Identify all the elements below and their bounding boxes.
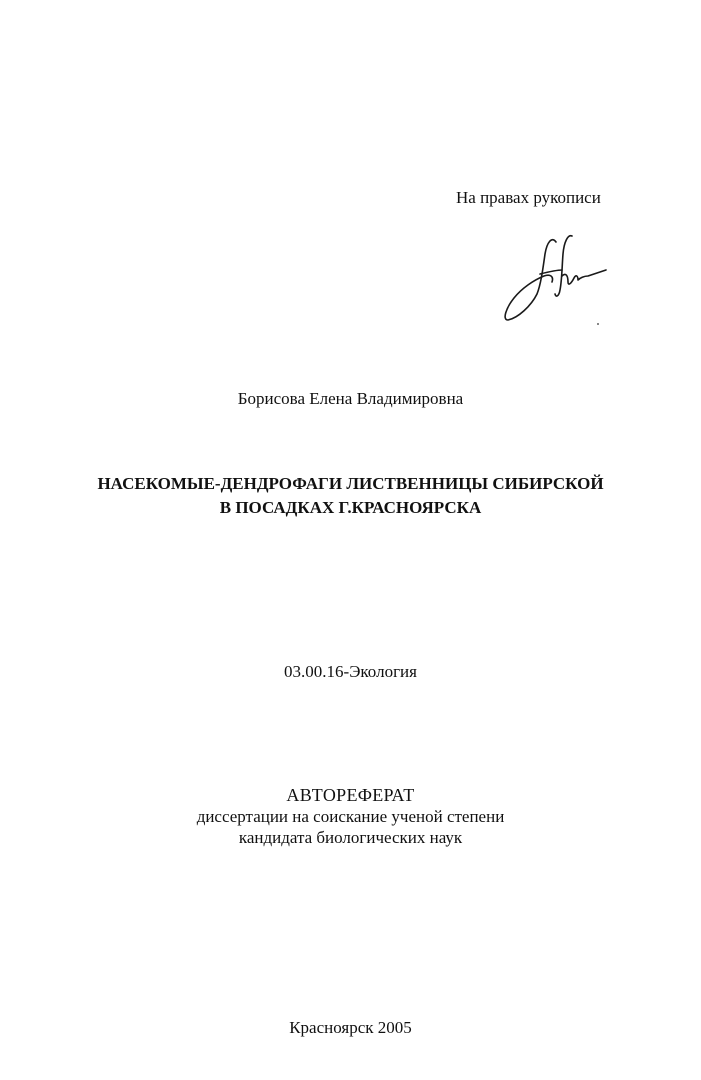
document-type: АВТОРЕФЕРАТ bbox=[286, 785, 415, 805]
handwritten-signature bbox=[500, 232, 610, 330]
document-purpose-line-1: диссертации на соискание ученой степени bbox=[196, 807, 505, 826]
specialty-code: 03.00.16-Экология bbox=[284, 662, 417, 681]
document-purpose-line-2: кандидата биологических наук bbox=[238, 828, 463, 847]
document-type-block bbox=[0, 785, 701, 848]
author-name: Борисова Елена Владимировна bbox=[237, 389, 464, 408]
title-line-2: В ПОСАДКАХ Г.КРАСНОЯРСКА bbox=[219, 498, 482, 517]
title-line-1: НАСЕКОМЫЕ-ДЕНДРОФАГИ ЛИСТВЕННИЦЫ СИБИРСКОЙ bbox=[97, 474, 604, 493]
dissertation-title bbox=[0, 472, 701, 520]
rights-notice: На правах рукописи bbox=[456, 188, 601, 207]
place-year: Красноярск 2005 bbox=[289, 1018, 412, 1037]
